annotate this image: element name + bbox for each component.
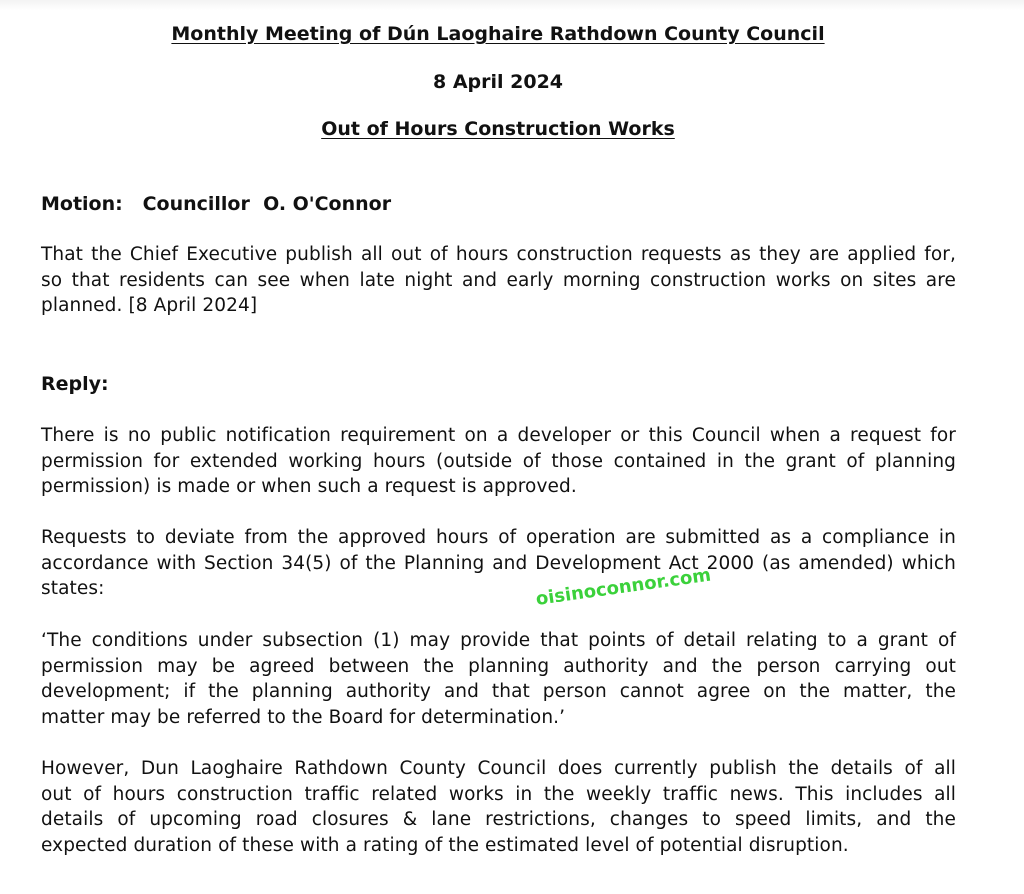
council-meeting-title: Monthly Meeting of Dún Laoghaire Rathdown County Council <box>171 23 825 45</box>
motion-text-line: That the Chief Executive publish all out of hours construction requests as they are applied for, <box>41 244 956 265</box>
meeting-date: 8 April 2024 <box>432 71 564 93</box>
reply-line: details of upcoming road closures & lane restrictions, changes to speed limits, and the <box>41 809 956 831</box>
reply-line: permission) is made or when such a request is approved. <box>41 476 577 498</box>
motion-title: Out of Hours Construction Works <box>321 118 675 140</box>
reply-paragraph <box>41 423 956 500</box>
reply-line: states: <box>41 578 105 600</box>
reply-line: There is no public notification requirement on a developer or this Council when a request for <box>41 425 956 446</box>
motion-text-line: planned. [8 April 2024] <box>41 295 258 317</box>
reply-line: However, Dun Laoghaire Rathdown County Council does currently publish the details of all <box>41 758 956 779</box>
reply-line: out of hours construction traffic related works in the weekly traffic news. This includes all <box>41 783 956 805</box>
page-top-edge <box>0 0 1024 10</box>
motion-text <box>41 242 956 319</box>
reply-paragraph <box>41 525 956 602</box>
reply-line: permission may be agreed between the planning authority and the person carrying out <box>41 655 956 677</box>
reply-line: ‘The conditions under subsection (1) may provide that points of detail relating to a grant of <box>41 630 956 651</box>
reply-paragraph <box>41 756 956 859</box>
reply-heading: Reply: <box>41 373 109 395</box>
motion-proposer: Motion: Councillor O. O'Connor <box>41 193 392 215</box>
reply-line: matter may be referred to the Board for determination.’ <box>41 707 566 729</box>
reply-line: expected duration of these with a rating of the estimated level of potential disruption. <box>41 835 849 857</box>
motion-text-line: so that residents can see when late night and early morning construction works on sites are <box>41 269 956 291</box>
reply-line: Requests to deviate from the approved hours of operation are submitted as a compliance in <box>41 527 956 548</box>
quoted-legislation <box>41 628 956 731</box>
reply-line: development; if the planning authority and that person cannot agree on the matter, the <box>41 681 956 703</box>
watermark: oisinoconnor.com <box>534 564 713 610</box>
reply-line: permission for extended working hours (outside of those contained in the grant of planning <box>41 450 956 472</box>
reply-line: accordance with Section 34(5) of the Planning and Development Act 2000 (as amended) which <box>41 552 956 574</box>
